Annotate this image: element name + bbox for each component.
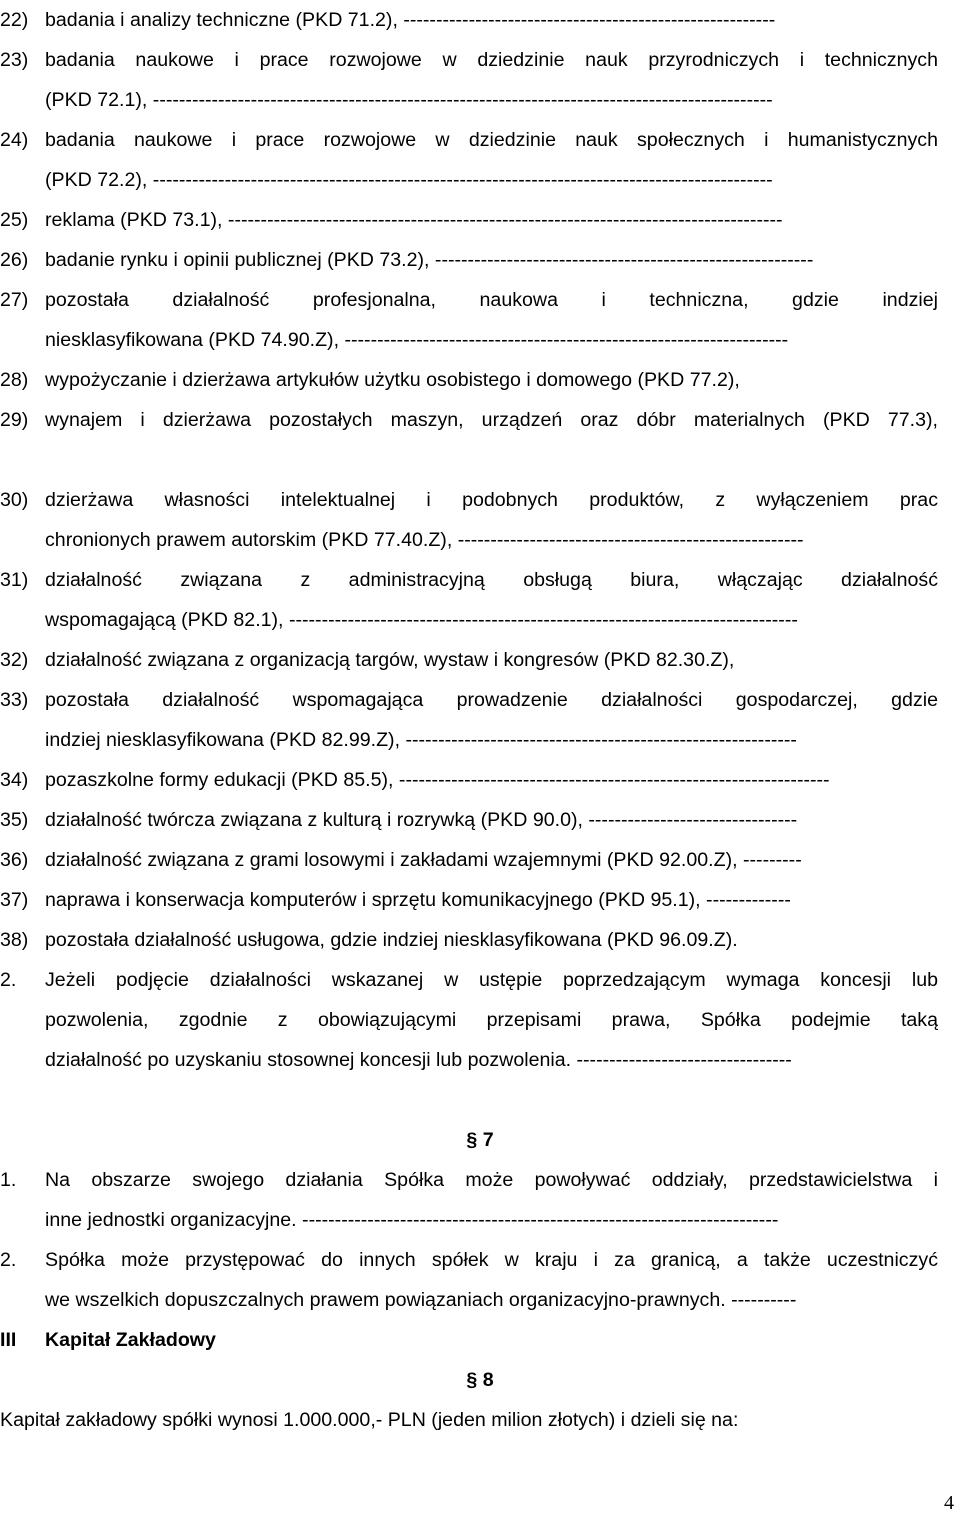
item-text xyxy=(45,40,938,120)
list-item xyxy=(0,800,960,840)
text-line: badania naukowe i prace rozwojowe w dziedzinie nauk społecznych i humanistycznych xyxy=(45,129,938,151)
list-item xyxy=(0,400,960,480)
item-number: 25) xyxy=(0,209,29,231)
text-line: chronionych prawem autorskim (PKD 77.40.Z), ----------------------------------------------------- xyxy=(45,529,804,551)
item-number: 30) xyxy=(0,489,29,511)
item-text xyxy=(45,800,938,840)
item-text xyxy=(45,280,938,360)
item-number: 34) xyxy=(0,769,29,791)
item-number: 29) xyxy=(0,409,29,431)
list-item xyxy=(0,240,960,280)
text-line: badanie rynku i opinii publicznej (PKD 73.2), ---------------------------------------------------------- xyxy=(45,249,814,271)
item-text xyxy=(45,640,938,680)
text-line: badania naukowe i prace rozwojowe w dziedzinie nauk przyrodniczych i technicznych xyxy=(45,49,938,71)
item-number: 27) xyxy=(0,289,29,311)
text-line: naprawa i konserwacja komputerów i sprzętu komunikacyjnego (PKD 95.1), ------------- xyxy=(45,889,791,911)
text-line: działalność związana z grami losowymi i zakładami wzajemnymi (PKD 92.00.Z), --------- xyxy=(45,849,802,871)
item-text xyxy=(45,1240,938,1320)
text-line: działalność związana z administracyjną obsługą biura, włączając działalność xyxy=(45,569,938,591)
text-line: działalność związana z organizacją targów, wystaw i kongresów (PKD 82.30.Z), xyxy=(45,649,735,671)
list-item xyxy=(0,200,960,240)
text-line: pozostała działalność usługowa, gdzie indziej niesklasyfikowana (PKD 96.09.Z). xyxy=(45,929,738,951)
item-number: 36) xyxy=(0,849,29,871)
chapter-number: III xyxy=(0,1329,17,1351)
text-line: (PKD 72.1), ----------------------------------------------------------------------------------------------- xyxy=(45,89,773,111)
text-line: badania i analizy techniczne (PKD 71.2), --------------------------------------------------------- xyxy=(45,9,776,31)
item-text xyxy=(45,120,938,200)
text-line: inne jednostki organizacyjne. ------------------------------------------------------------------------- xyxy=(45,1209,779,1231)
list-item xyxy=(0,960,960,1080)
item-text xyxy=(45,680,938,760)
item-number: 37) xyxy=(0,889,29,911)
item-text xyxy=(45,240,938,280)
text-line: Jeżeli podjęcie działalności wskazanej w ustępie poprzedzającym wymaga koncesji lub xyxy=(45,969,938,991)
item-number: 28) xyxy=(0,369,29,391)
list-item xyxy=(0,0,960,40)
text-line: działalność twórcza związana z kulturą i rozrywką (PKD 90.0), -------------------------------- xyxy=(45,809,798,831)
item-number: 2. xyxy=(0,1249,17,1271)
item-number: 32) xyxy=(0,649,29,671)
section-7-heading: § 7 xyxy=(466,1129,494,1151)
list-item xyxy=(0,1160,960,1240)
text-line: pozwolenia, zgodnie z obowiązującymi przepisami prawa, Spółka podejmie taką xyxy=(45,1009,938,1031)
item-text xyxy=(45,560,938,640)
chapter-heading xyxy=(0,1320,960,1360)
list-item xyxy=(0,280,960,360)
item-text xyxy=(45,480,938,560)
item-number: 31) xyxy=(0,569,29,591)
section-7-list xyxy=(0,1160,960,1320)
text-line: pozaszkolne formy edukacji (PKD 85.5), ------------------------------------------------------------------ xyxy=(45,769,830,791)
text-line: Na obszarze swojego działania Spółka może powoływać oddziały, przedstawicielstwa i xyxy=(45,1169,938,1191)
item-text xyxy=(45,1160,938,1240)
list-item xyxy=(0,480,960,560)
item-text xyxy=(45,400,938,480)
text-line: dzierżawa własności intelektualnej i podobnych produktów, z wyłączeniem prac xyxy=(45,489,938,511)
spacer xyxy=(0,1080,960,1120)
text-line: wspomagającą (PKD 82.1), ------------------------------------------------------------------------------ xyxy=(45,609,798,631)
item-number: 1. xyxy=(0,1169,17,1191)
text-line: niesklasyfikowana (PKD 74.90.Z), -------------------------------------------------------------------- xyxy=(45,329,789,351)
list-item xyxy=(0,640,960,680)
item-text xyxy=(45,840,938,880)
item-text xyxy=(45,880,938,920)
item-text xyxy=(45,0,938,40)
chapter-title: Kapitał Zakładowy xyxy=(45,1329,216,1351)
list-item xyxy=(0,840,960,880)
item-number: 38) xyxy=(0,929,29,951)
page-number: 4 xyxy=(944,1492,954,1514)
text-line: działalność po uzyskaniu stosownej koncesji lub pozwolenia. --------------------------------- xyxy=(45,1049,792,1071)
text-line: wypożyczanie i dzierżawa artykułów użytku osobistego i domowego (PKD 77.2), xyxy=(45,369,740,391)
text-line: pozostała działalność profesjonalna, naukowa i techniczna, gdzie indziej xyxy=(45,289,938,311)
list-item xyxy=(0,40,960,120)
item-text xyxy=(45,200,938,240)
item-number: 24) xyxy=(0,129,29,151)
item-text xyxy=(45,960,938,1080)
item-number: 23) xyxy=(0,49,29,71)
list-item xyxy=(0,880,960,920)
text-line: indziej niesklasyfikowana (PKD 82.99.Z), ------------------------------------------------------------ xyxy=(45,729,797,751)
text-line xyxy=(45,440,938,480)
item-number: 22) xyxy=(0,9,29,31)
list-item xyxy=(0,560,960,640)
item-text xyxy=(45,920,938,960)
section-8-heading: § 8 xyxy=(466,1369,494,1391)
text-line: we wszelkich dopuszczalnych prawem powiązaniach organizacyjno-prawnych. ---------- xyxy=(45,1289,797,1311)
text-line: pozostała działalność wspomagająca prowadzenie działalności gospodarczej, gdzie xyxy=(45,689,938,711)
text-line: wynajem i dzierżawa pozostałych maszyn, urządzeń oraz dóbr materialnych (PKD 77.3), xyxy=(45,409,938,431)
list-item xyxy=(0,680,960,760)
list-item xyxy=(0,360,960,400)
item-text xyxy=(45,360,938,400)
list-item xyxy=(0,120,960,200)
list-item xyxy=(0,760,960,800)
text-line: reklama (PKD 73.1), ------------------------------------------------------------------------------------- xyxy=(45,209,783,231)
item-text xyxy=(45,760,938,800)
section-8-text: Kapitał zakładowy spółki wynosi 1.000.000,- PLN (jeden milion złotych) i dzieli się na: xyxy=(0,1409,739,1431)
list-item xyxy=(0,1240,960,1320)
item-number: 35) xyxy=(0,809,29,831)
item-number: 2. xyxy=(0,969,17,991)
item-number: 26) xyxy=(0,249,29,271)
text-line: (PKD 72.2), ----------------------------------------------------------------------------------------------- xyxy=(45,169,773,191)
item-number: 33) xyxy=(0,689,29,711)
text-line: Spółka może przystępować do innych spółek w kraju i za granicą, a także uczestniczyć xyxy=(45,1249,938,1271)
list-item xyxy=(0,920,960,960)
